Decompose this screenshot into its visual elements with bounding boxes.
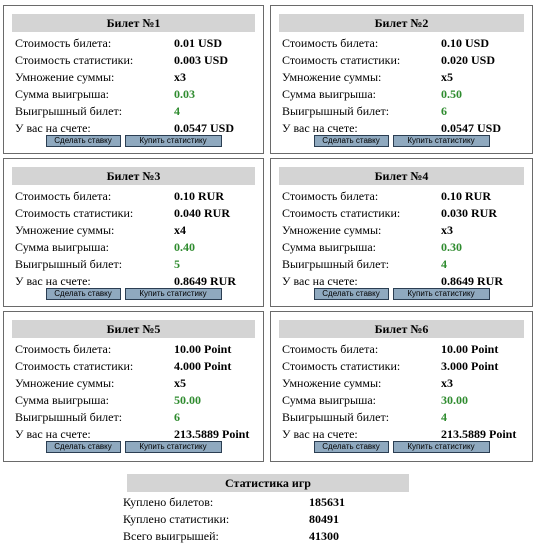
ticket-card-3 [3,158,264,307]
multiplier-label: Умножение суммы: [282,376,382,390]
ticket-card-5 [3,311,264,462]
ticket-cost-label: Стоимость билета: [282,36,379,50]
balance-row [282,273,524,289]
stats-value: 185631 [309,495,345,509]
balance-value: 0.8649 RUR [174,274,236,288]
multiplier-label: Умножение суммы: [282,223,382,237]
balance-row [15,120,255,136]
stats-cost-row [282,205,524,221]
winning-ticket-row [15,256,255,272]
winning-ticket-label: Выигрышный билет: [282,104,390,118]
stats-cost-label: Стоимость статистики: [282,53,401,67]
ticket-cost-label: Стоимость билета: [282,342,379,356]
balance-label: У вас на счете: [15,121,91,135]
winning-ticket-value: 5 [174,257,180,271]
balance-label: У вас на счете: [15,427,91,441]
ticket-title: Билет №6 [279,320,524,338]
win-amount-label: Сумма выигрыша: [15,393,110,407]
ticket-title: Билет №5 [12,320,255,338]
ticket-cost-row [282,188,524,204]
ticket-card-4 [270,158,533,307]
multiplier-value: x3 [441,223,453,237]
win-amount-row [282,392,524,408]
win-amount-row [15,239,255,255]
balance-label: У вас на счете: [282,121,358,135]
multiplier-value: x4 [174,223,186,237]
ticket-cost-value: 0.01 USD [174,36,223,50]
winning-ticket-label: Выигрышный билет: [15,257,123,271]
win-amount-label: Сумма выигрыша: [15,87,110,101]
stats-cost-row [282,52,524,68]
multiplier-row [282,222,524,238]
win-amount-value: 0.50 [441,87,462,101]
win-amount-label: Сумма выигрыша: [15,240,110,254]
win-amount-value: 50.00 [174,393,201,407]
multiplier-value: x3 [441,376,453,390]
buy-stats-button[interactable]: Купить статистику [393,441,490,453]
stats-row-wins [123,528,403,544]
ticket-actions [271,288,532,300]
win-amount-value: 0.40 [174,240,195,254]
multiplier-row [15,375,255,391]
winning-ticket-label: Выигрышный билет: [15,104,123,118]
balance-label: У вас на счете: [282,427,358,441]
stats-cost-value: 0.040 RUR [174,206,230,220]
ticket-cost-row [282,341,524,357]
balance-value: 0.0547 USD [441,121,502,135]
stats-cost-value: 4.000 Point [174,359,232,373]
stats-cost-label: Стоимость статистики: [15,359,134,373]
stats-label: Всего выигрышей: [123,529,219,543]
win-amount-row [282,86,524,102]
winning-ticket-label: Выигрышный билет: [282,257,390,271]
win-amount-row [282,239,524,255]
stats-cost-value: 0.003 USD [174,53,229,67]
stats-cost-row [15,52,255,68]
ticket-cost-value: 0.10 RUR [174,189,224,203]
winning-ticket-label: Выигрышный билет: [282,410,390,424]
winning-ticket-row [15,409,255,425]
balance-row [15,273,255,289]
win-amount-label: Сумма выигрыша: [282,240,377,254]
ticket-card-6 [270,311,533,462]
balance-row [282,120,524,136]
ticket-cost-label: Стоимость билета: [15,342,112,356]
winning-ticket-row [282,409,524,425]
win-amount-value: 0.03 [174,87,195,101]
winning-ticket-value: 6 [174,410,180,424]
balance-value: 0.0547 USD [174,121,235,135]
multiplier-label: Умножение суммы: [15,223,115,237]
ticket-cost-row [282,35,524,51]
multiplier-row [282,69,524,85]
winning-ticket-row [15,103,255,119]
ticket-cost-row [15,35,255,51]
stats-label: Куплено статистики: [123,512,230,526]
winning-ticket-row [282,103,524,119]
ticket-cost-label: Стоимость билета: [15,189,112,203]
multiplier-row [282,375,524,391]
ticket-cost-row [15,341,255,357]
ticket-cost-row [15,188,255,204]
buy-stats-button[interactable]: Купить статистику [393,135,490,147]
win-amount-label: Сумма выигрыша: [282,87,377,101]
ticket-cost-label: Стоимость билета: [15,36,112,50]
winning-ticket-value: 4 [441,410,447,424]
stats-cost-label: Стоимость статистики: [282,359,401,373]
stats-cost-label: Стоимость статистики: [15,206,134,220]
stats-cost-label: Стоимость статистики: [15,53,134,67]
buy-stats-button[interactable]: Купить статистику [393,288,490,300]
multiplier-value: x3 [174,70,186,84]
stats-value: 80491 [309,512,339,526]
ticket-title: Билет №4 [279,167,524,185]
multiplier-value: x5 [174,376,186,390]
balance-value: 213.5889 Point [441,427,517,441]
winning-ticket-label: Выигрышный билет: [15,410,123,424]
stats-row-statistics [123,511,403,527]
stats-cost-label: Стоимость статистики: [282,206,401,220]
buy-stats-button[interactable]: Купить статистику [125,288,222,300]
ticket-actions [4,288,263,300]
ticket-cost-value: 10.00 Point [174,342,232,356]
ticket-title: Билет №2 [279,14,524,32]
make-stake-button[interactable]: Сделать ставку [46,441,121,453]
multiplier-row [15,222,255,238]
ticket-card-2 [270,5,533,154]
ticket-title: Билет №1 [12,14,255,32]
balance-label: У вас на счете: [282,274,358,288]
balance-label: У вас на счете: [15,274,91,288]
buy-stats-button[interactable]: Купить статистику [125,441,222,453]
stats-label: Куплено билетов: [123,495,214,509]
multiplier-value: x5 [441,70,453,84]
stats-value: 41300 [309,529,339,543]
stats-cost-value: 0.030 RUR [441,206,497,220]
multiplier-label: Умножение суммы: [282,70,382,84]
ticket-title: Билет №3 [12,167,255,185]
buy-stats-button[interactable]: Купить статистику [125,135,222,147]
stats-row-tickets [123,494,403,510]
win-amount-label: Сумма выигрыша: [282,393,377,407]
stats-cost-row [282,358,524,374]
stats-cost-row [15,358,255,374]
stats-cost-value: 3.000 Point [441,359,499,373]
win-amount-value: 30.00 [441,393,468,407]
ticket-actions [4,441,263,453]
make-stake-button[interactable]: Сделать ставку [314,135,389,147]
make-stake-button[interactable]: Сделать ставку [314,288,389,300]
ticket-cost-value: 0.10 USD [441,36,490,50]
balance-row [282,426,524,442]
winning-ticket-value: 4 [441,257,447,271]
ticket-cost-value: 0.10 RUR [441,189,491,203]
stats-cost-row [15,205,255,221]
win-amount-row [15,392,255,408]
winning-ticket-value: 4 [174,104,180,118]
ticket-cost-label: Стоимость билета: [282,189,379,203]
balance-value: 0.8649 RUR [441,274,503,288]
ticket-actions [4,135,263,147]
multiplier-label: Умножение суммы: [15,376,115,390]
ticket-actions [271,135,532,147]
ticket-cost-value: 10.00 Point [441,342,499,356]
stats-cost-value: 0.020 USD [441,53,496,67]
winning-ticket-row [282,256,524,272]
balance-row [15,426,255,442]
win-amount-value: 0.30 [441,240,462,254]
make-stake-button[interactable]: Сделать ставку [46,135,121,147]
balance-value: 213.5889 Point [174,427,250,441]
multiplier-label: Умножение суммы: [15,70,115,84]
make-stake-button[interactable]: Сделать ставку [314,441,389,453]
winning-ticket-value: 6 [441,104,447,118]
ticket-card-1 [3,5,264,154]
win-amount-row [15,86,255,102]
ticket-actions [271,441,532,453]
make-stake-button[interactable]: Сделать ставку [46,288,121,300]
game-stats-title: Статистика игр [127,474,409,492]
multiplier-row [15,69,255,85]
